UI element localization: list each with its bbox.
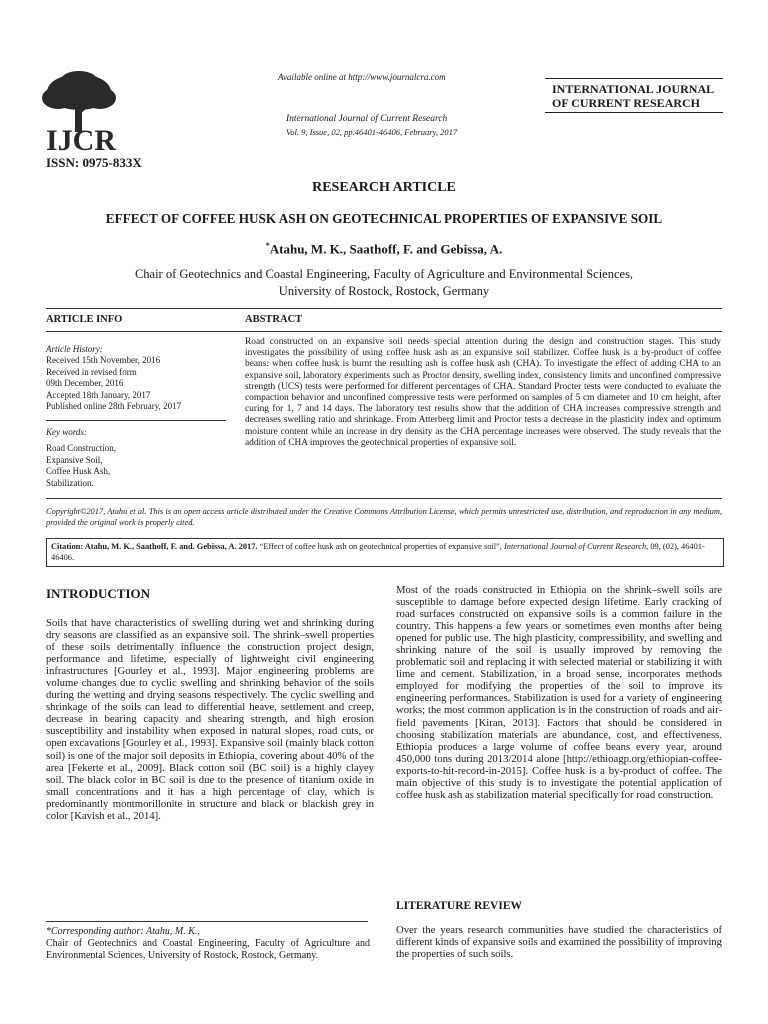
keyword: Road Construction, bbox=[46, 443, 116, 454]
journal-title-line1: INTERNATIONAL JOURNAL bbox=[552, 82, 715, 96]
history-item: Received 15th November, 2016 bbox=[46, 355, 161, 366]
header-rule-bottom bbox=[545, 112, 723, 113]
article-history bbox=[46, 344, 226, 412]
keyword: Expansive Soil, bbox=[46, 454, 103, 465]
footnote-text: Chair of Geotechnics and Coastal Engineering, Faculty of Agriculture and Environmental Sciences, University of Rostock, Rostock, Germany. bbox=[46, 937, 370, 961]
rule-bottom bbox=[46, 498, 722, 499]
history-heading: Article History: bbox=[46, 344, 103, 354]
available-online: Available online at http://www.journalcra.com bbox=[278, 72, 446, 82]
history-item: Accepted 18th January, 2017 bbox=[46, 389, 151, 400]
journal-name: International Journal of Current Research bbox=[286, 114, 448, 124]
affiliation-line2: University of Rostock, Rostock, Germany bbox=[278, 284, 490, 298]
keywords bbox=[46, 427, 226, 489]
footnote-label: *Corresponding author: Atahu, M. K., bbox=[46, 926, 200, 937]
keyword: Coffee Husk Ash, bbox=[46, 466, 111, 477]
citation-journal: International Journal of Current Research bbox=[503, 542, 647, 551]
author-names: Atahu, M. K., Saathoff, F. and Gebissa, A. bbox=[269, 241, 503, 257]
rule-keywords bbox=[46, 420, 226, 421]
history-item: 09th December, 2016 bbox=[46, 378, 124, 389]
article-type: RESEARCH ARTICLE bbox=[312, 180, 456, 195]
issn: ISSN: 0975-833X bbox=[46, 155, 142, 170]
literature-review-text: Over the years research communities have studied the characteristics of different kinds of expansive soils and examined the possibility of improving the properties of such soils. bbox=[396, 924, 722, 961]
journal-title-line2: OF CURRENT RESEARCH bbox=[552, 96, 701, 110]
introduction-text: Soils that have characteristics of swelling during wet and shrinking during dry seasons are classified as an expansive soil. The shrink–swell properties of these soils detrimentally influence the construction project design, performance and lifetime, especially of lightweight civil engineering infrastructures [Gourley et al., 1993]. Major engineering problems are volume changes due to cyclic swelling and shrinking behavior of the soils during the wetting and drying seasons respectively. The cyclic swelling and shrinkage of the soils can lead to differential heave, settlement and creep, decrease in bearing capacity and shearing strength, and high erosion susceptibility and instability when exposed in natural slopes, road cuts, or open excavations [Gourley et al., 1993]. Expansive soil (mainly black cotton soil) is one of the major soil deposits in Ethiopia, covering about 40% of the area [Fekerte et al., 2009]. Black cotton soil (BC soil) is a highly clayey soil. The black color in BC soil is due to the presence of titanium oxide in small concentrations and it has a high percentage of clay, which is predominantly montmorillonite in structure and black or blackish grey in color [Kavish et al., 2014]. bbox=[46, 617, 374, 822]
rule-top bbox=[46, 308, 722, 309]
footnote bbox=[46, 926, 370, 961]
rule-under-headings bbox=[46, 331, 722, 332]
tree-logo-icon bbox=[24, 68, 134, 158]
journal-logo bbox=[24, 68, 134, 158]
header-rule-top bbox=[545, 78, 723, 79]
history-item: Received in revised form bbox=[46, 366, 137, 377]
copyright-notice: Copyright©2017, Atahu et al. This is an open access article distributed under the Creative Commons Attribution License, which permits unrestricted use, distribution, and reproduction in any medium, provided the original work is properly cited. bbox=[46, 507, 722, 527]
literature-review-heading: LITERATURE REVIEW bbox=[396, 900, 522, 912]
footnote-rule bbox=[46, 921, 368, 922]
history-item: Published online 28th February, 2017 bbox=[46, 401, 182, 412]
citation-lead: Citation: Atahu, M. K., Saathoff, F. and. Gebissa, A. 2017. bbox=[51, 542, 258, 551]
author-mark: * bbox=[265, 241, 270, 250]
volume-info: Vol. 9, Issue, 02, pp.46401-46406, February, 2017 bbox=[286, 127, 458, 137]
article-title: EFFECT OF COFFEE HUSK ASH ON GEOTECHNICAL PROPERTIES OF EXPANSIVE SOIL bbox=[105, 211, 663, 226]
citation-title: “Effect of coffee husk ash on geotechnical properties of expansive soil”, bbox=[257, 542, 504, 551]
affiliation bbox=[60, 266, 708, 300]
journal-title bbox=[552, 82, 714, 110]
right-column-text: Most of the roads constructed in Ethiopia on the shrink–swell soils are susceptible to damage before expected design lifetime. Early cracking of road surfaces constructed on expansive soils is a common failure in the country. This happens a few years or sometimes even months after being opened for public use. The high plasticity, compressibility, and swelling and shrinking nature of the soil is usually improved by removing the problematic soil and replacing it with selected material or stabilizing it with lime and cement. Stabilization, in a broad sense, incorporates methods employed for modifying the properties of the soil to improve its engineering performances. Stabilization is used for a variety of engineering works; the most common application is in the construction of roads and air-field pavements [Kiran, 2013]. Factors that should be considered in choosing stabilization materials are abundance, cost, and effectiveness. Ethiopia produces a large volume of coffee beans every year, around 450,000 tons during 2013/2014 alone [http://ethioagp.org/ethiopian-coffee-exports-to-hit-record-in-2015]. Coffee husk is a by-product of coffee. The main objective of this study is to investigate the potential application of coffee husk ash as stabilization material specifically for road construction. bbox=[396, 584, 722, 801]
keyword: Stabilization. bbox=[46, 477, 94, 488]
citation-box bbox=[46, 538, 724, 567]
article-info-heading: ARTICLE INFO bbox=[46, 314, 123, 325]
affiliation-line1: Chair of Geotechnics and Coastal Engineering, Faculty of Agriculture and Environmental Sciences, bbox=[134, 267, 634, 281]
authors bbox=[0, 241, 768, 257]
abstract-heading: ABSTRACT bbox=[245, 314, 303, 325]
citation-tail: , 09, (02), 46401-46406. bbox=[51, 542, 705, 562]
keywords-heading: Key words: bbox=[46, 427, 87, 437]
logo-letters: IJCR bbox=[46, 124, 117, 157]
introduction-heading: INTRODUCTION bbox=[46, 586, 151, 601]
abstract-text: Road constructed on an expansive soil needs special attention during the design and construction stages. This study investigates the possibility of using coffee husk ash as an expansive soil stabilizer. Coffee husk is a by-product of coffee beans: when coffee husk is burnt the resulting ash is coffee husk ash (CHA). To investigate the effect of adding CHA to an expansive soil, laboratory experiments such as Proctor density, swelling index, consistency limits and unconfined compressive strength (UCS) tests were performed for different percentages of CHA. Standard Procter tests were conducted to evaluate the compaction behavior and unconfined compressive tests were performed on samples of 5 cm diameter and 10 cm height, after curing for 1, 7 and 14 days. The laboratory test results show that the addition of CHA increases compressive strength and decreases swelling ratio and shrinkage. From Atterberg limit and Proctor tests a decrease in the plasticity index and optimum moisture content while an increase in dry density as the CHA percentage increases were observed. The study reveals that the addition of CHA improves the geotechnical properties of expansive soil. bbox=[245, 337, 721, 448]
